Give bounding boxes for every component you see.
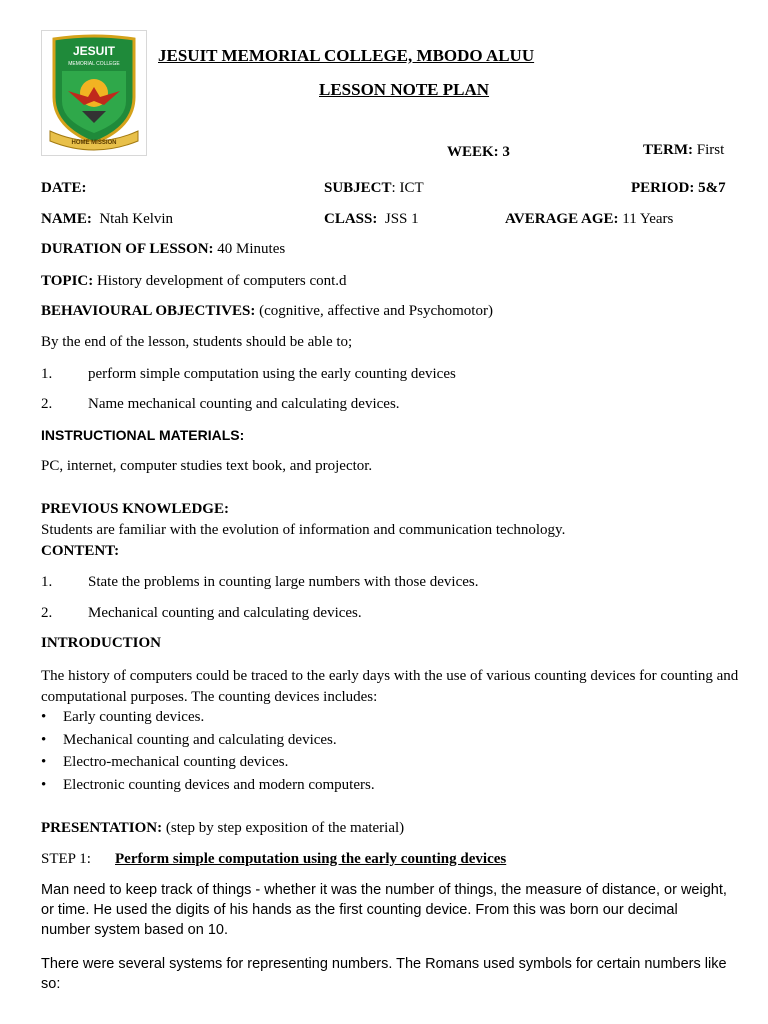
list-item <box>41 574 478 591</box>
bullet-icon: • <box>41 709 47 725</box>
bullet-icon: • <box>41 754 47 770</box>
school-logo <box>41 30 147 156</box>
crest-icon <box>42 31 146 155</box>
list-item <box>41 396 400 413</box>
class-value: JSS 1 <box>377 211 419 227</box>
list-item <box>41 366 456 383</box>
name-field <box>41 211 173 228</box>
topic-label: TOPIC: <box>41 273 94 289</box>
presentation-note: (step by step exposition of the material) <box>162 820 405 836</box>
introduction-label: INTRODUCTION <box>41 635 162 651</box>
duration-label: DURATION OF LESSON: <box>41 241 214 257</box>
school-name: JESUIT MEMORIAL COLLEGE, MBODO ALUU <box>158 46 535 65</box>
logo-motto: HOME MISSION <box>71 140 117 146</box>
step-label: STEP 1: <box>41 851 91 867</box>
item-text: perform simple computation using the early counting devices <box>88 366 456 382</box>
bullet-item <box>41 777 375 794</box>
presentation-para-1: Man need to keep track of things - whether it was the number of things, the measure of distance, or weight, or time. He used the digits of his hands as the first counting device. From this was born our decimal number system based on 10. <box>41 882 727 938</box>
duration-field <box>41 241 285 258</box>
topic-field <box>41 273 347 290</box>
logo-text-top: JESUIT <box>72 44 116 58</box>
item-number: 1. <box>41 574 53 590</box>
item-text: Mechanical counting and calculating devices. <box>88 605 362 621</box>
objectives-heading <box>41 303 493 320</box>
objectives-note: (cognitive, affective and Psychomotor) <box>255 303 493 319</box>
class-field <box>324 211 419 228</box>
term-field <box>643 142 724 159</box>
previous-text: Students are familiar with the evolution of information and communication technology. <box>41 522 566 538</box>
presentation-para-2: There were several systems for representing numbers. The Romans used symbols for certain numbers like so: <box>41 956 727 992</box>
term-value: First <box>693 142 725 158</box>
presentation-heading <box>41 820 404 837</box>
doc-title: LESSON NOTE PLAN <box>319 80 490 99</box>
objectives-label: BEHAVIOURAL OBJECTIVES: <box>41 303 256 319</box>
duration-value: 40 Minutes <box>213 241 286 257</box>
subject-label: SUBJECT <box>324 180 392 196</box>
class-label: CLASS: <box>324 211 378 227</box>
subject-value: : ICT <box>391 180 424 196</box>
age-value: 11 Years <box>618 211 674 227</box>
introduction-text: The history of computers could be traced to the early days with the use of various counting devices for counting and computational purposes. The counting devices includes: <box>41 668 739 705</box>
item-text: State the problems in counting large numbers with those devices. <box>88 574 479 590</box>
bullet-item <box>41 754 288 771</box>
step-title: Perform simple computation using the early counting devices <box>115 851 507 867</box>
item-number: 2. <box>41 605 53 621</box>
step-heading <box>41 851 506 868</box>
presentation-label: PRESENTATION: <box>41 820 163 836</box>
objectives-intro: By the end of the lesson, students should be able to; <box>41 334 353 350</box>
bullet-item <box>41 732 337 749</box>
list-item <box>41 605 362 622</box>
bullet-item <box>41 709 204 726</box>
bullet-icon: • <box>41 777 47 793</box>
bullet-text: Early counting devices. <box>63 709 205 725</box>
logo-text-sub: MEMORIAL COLLEGE <box>68 61 120 67</box>
item-number: 2. <box>41 396 53 412</box>
content-label: CONTENT: <box>41 543 120 559</box>
item-number: 1. <box>41 366 53 382</box>
bullet-text: Electro-mechanical counting devices. <box>63 754 289 770</box>
term-label: TERM: <box>643 142 693 158</box>
bullet-icon: • <box>41 732 47 748</box>
age-field <box>505 211 673 228</box>
bullet-text: Mechanical counting and calculating devices. <box>63 732 337 748</box>
age-label: AVERAGE AGE: <box>505 211 619 227</box>
name-label: NAME: <box>41 211 92 227</box>
subject-field <box>324 180 424 197</box>
bullet-text: Electronic counting devices and modern computers. <box>63 777 375 793</box>
date-label: DATE: <box>41 180 87 196</box>
materials-text: PC, internet, computer studies text book, and projector. <box>41 458 373 474</box>
period-label: PERIOD: 5&7 <box>631 180 726 196</box>
name-value: Ntah Kelvin <box>91 211 174 227</box>
item-text: Name mechanical counting and calculating devices. <box>88 396 400 412</box>
materials-label: INSTRUCTIONAL MATERIALS: <box>41 427 245 443</box>
topic-value: History development of computers cont.d <box>93 273 347 289</box>
previous-label: PREVIOUS KNOWLEDGE: <box>41 501 229 517</box>
week-label: WEEK: 3 <box>447 144 510 160</box>
